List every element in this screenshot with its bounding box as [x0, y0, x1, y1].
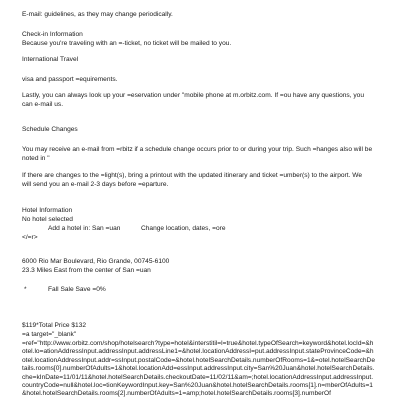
hotel-address: 6000 Rio Mar Boulevard, Rio Grande, 00745-6100	[22, 258, 170, 265]
intro-text: E-mail: guidelines, as they may change periodically.	[22, 11, 173, 18]
add-hotel-link[interactable]: Add a hotel in: San =uan	[48, 225, 121, 232]
href-url-text[interactable]: =ref="http://www.orbitz.com/shop/hotelsearch?type=hotel&interstitil=l=true&hotel.typeOfSearch=keyword&hotel.locId=&hotel.lo=ationAddressInput.addressInput.addressLine1=&hotel.locationAddressI=put.addressInput.stateProvinceCode=&hotel.locationAddressInput.addr=ssInput.postalCode=&hotel.hotelSearchDetails.numberOfRooms=1&=otel.hotelSearchDetails.rooms[0].numberOfAdults=1&hotel.locationAdd=essInput.addressInput.city=San%20Juan&hotel.hotelSearchDetails.che=kInDate=11/01/11&hotel.hotelSearchDetails.checkoutDate=11/02/11&am=;hotel.locationAddressInput.addressInput.countryCode=null&hotel.loc=tionKeywordInput.key=San%20Juan&hotel.hotelSearchDetails.rooms[1].n=mberOfAdults=1&hotel.hotelSearchDetails.rooms[2].numberOfAdults=1=amp;hotel.hotelSearchDetails.rooms[3].numberOf	[22, 340, 375, 398]
lastly-text-line1: Lastly, you can always look up your =eservation under "mobile phone at m.orbitz.com. If =ou have any questions, you	[22, 92, 364, 99]
tr-close-tag: </=r>	[22, 234, 38, 241]
price-text: $119*Total Price $132	[22, 322, 87, 329]
schedule-text-line2: noted in "	[22, 155, 50, 162]
no-hotel-text: No hotel selected	[22, 216, 73, 223]
visa-text: visa and passport =equirements.	[22, 76, 118, 83]
schedule-heading: Schedule Changes	[22, 126, 78, 133]
changes-text-line2: will send you an e-mail 2-3 days before =eparture.	[22, 181, 169, 188]
lastly-text-line2: can e-mail us.	[22, 101, 64, 108]
international-heading: International Travel	[22, 56, 79, 63]
sale-text: Fall Sale Save =0%	[48, 286, 106, 293]
target-attr-text: =a target="_blank"	[22, 331, 77, 338]
changes-text-line1: If there are changes to the =light(s), bring a printout with the updated itinerary and ticket =umber(s) to the airport. We	[22, 172, 363, 179]
change-location-link[interactable]: Change location, dates, =ore	[141, 225, 226, 232]
checkin-heading: Check-in Information	[22, 31, 83, 38]
bullet-marker: *	[24, 286, 27, 293]
schedule-text-line1: You may receive an e-mail from =rbitz if a schedule change occurs prior to or during your trip. Such =hanges also will be	[22, 146, 373, 153]
hotel-heading: Hotel Information	[22, 207, 73, 214]
hotel-distance: 23.3 Miles East from the center of San =uan	[22, 267, 151, 274]
checkin-text: Because you're traveling with an =-ticket, no ticket will be mailed to you.	[22, 40, 232, 47]
